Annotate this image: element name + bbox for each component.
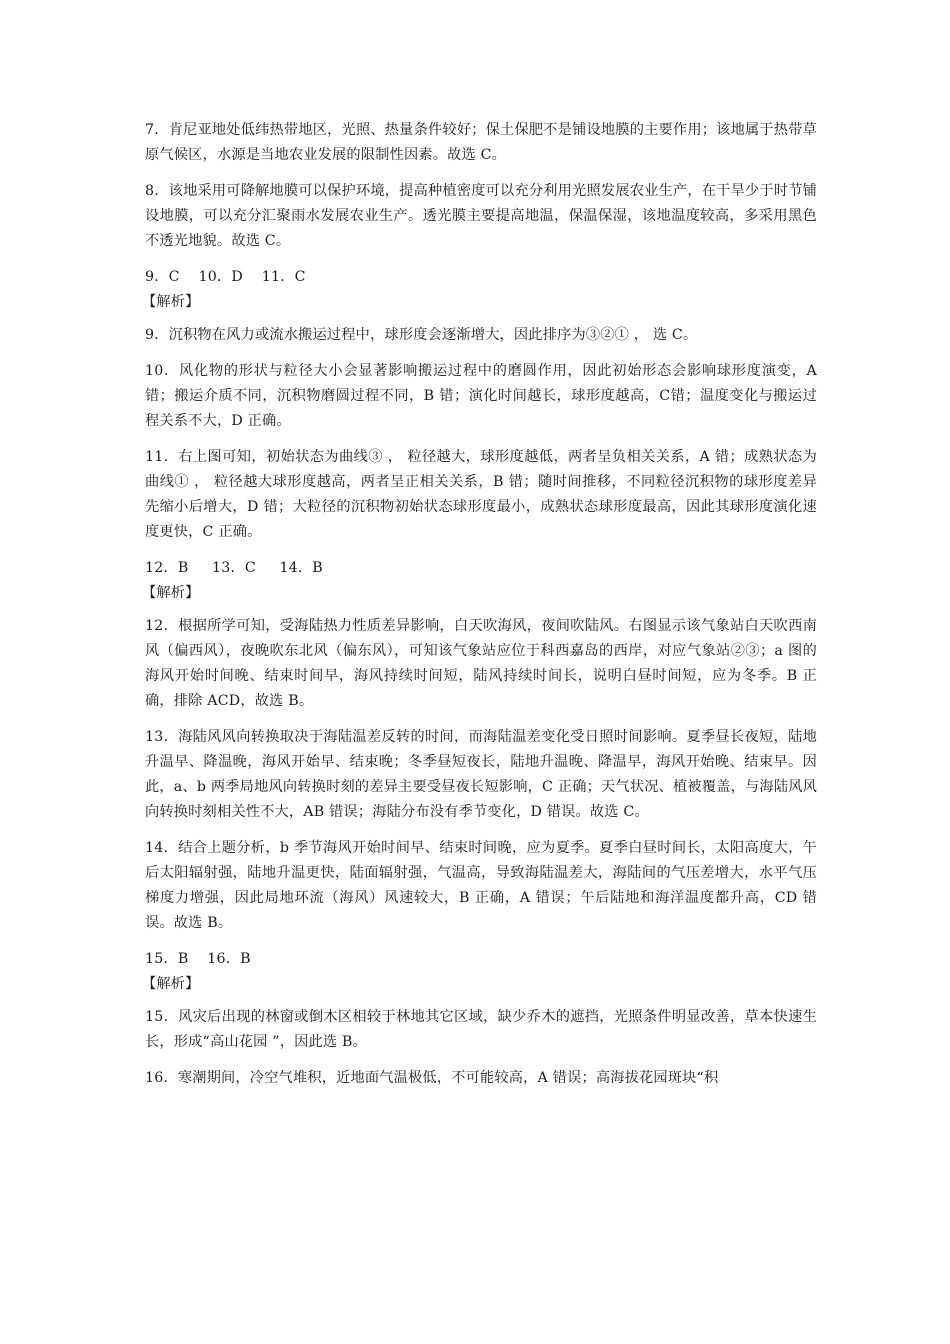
answer-line-12-14: 12．B 13．C 14．B	[145, 560, 323, 576]
explanation-q8: 8．该地采用可降解地膜可以保护环境，提高种植密度可以充分利用光照发展农业生产，在干旱少于时节铺设地膜，可以充分汇聚雨水发展农业生产。透光膜主要提高地温，保温保湿，该地温度较高，多采用黑色不透光地貌。故选 C。	[145, 183, 817, 249]
analysis-label: 【解析】	[142, 294, 200, 310]
explanation-q11: 11．右上图可知，初始状态为曲线③ ， 粒径越大，球形度越低，两者呈负相关关系，A 错；成熟状态为曲线① ， 粒径越大球形度越高，两者呈正相关关系，B 错；随时间推移，不同粒径沉积物的球形度差异先缩小后增大，D 错；大粒径的沉积物初始状态球形度最小，成熟状态球形度最高，因此其球形度演化速度更快，C 正确。	[145, 449, 817, 540]
answer-line-9-11: 9．C 10．D 11．C	[145, 269, 306, 285]
explanation-q9: 9．沉积物在风力或流水搬运过程中，球形度会逐渐增大，因此排序为③②① ， 选 C。	[145, 327, 698, 343]
answer-line-15-16: 15．B 16．B	[145, 951, 251, 967]
explanation-q10: 10．风化物的形状与粒径大小会显著影响搬运过程中的磨圆作用，因此初始形态会影响球形度演变，A 错；搬运介质不同，沉积物磨圆过程不同，B 错；演化时间越长，球形度越高，C错；温度变化与搬运过程关系不大，D 正确。	[145, 363, 817, 429]
explanation-q7: 7．肯尼亚地处低纬热带地区，光照、热量条件较好；保土保肥不是铺设地膜的主要作用；该地属于热带草原气候区，水源是当地农业发展的限制性因素。故选 C。	[145, 122, 817, 163]
explanation-q15: 15．风灾后出现的林窗或倒木区相较于林地其它区域，缺少乔木的遮挡，光照条件明显改善，草本快速生长，形成“高山花园 ”，因此选 B。	[145, 1009, 817, 1050]
explanation-q13: 13．海陆风风向转换取决于海陆温差反转的时间，而海陆温差变化受日照时间影响。夏季昼长夜短，陆地升温早、降温晚，海风开始早、结束晚；冬季昼短夜长，陆地升温晚、降温早，海风开始晚、结束早。因此，a、b 两季局地风向转换时刻的差异主要受昼夜长短影响，C 正确；天气状况、植被覆盖，与海陆风风向转换时刻相关性不大，AB 错误；海陆分布没有季节变化，D 错误。故选 C。	[145, 729, 817, 820]
explanation-q14: 14．结合上题分析，b 季节海风开始时间早、结束时间晚，应为夏季。夏季白昼时间长，太阳高度大，午后太阳辐射强，陆地升温更快，陆面辐射强，气温高，导致海陆温差大，海陆间的气压差增大，水平气压梯度力增强，因此局地环流（海风）风速较大，B 正确，A 错误；午后陆地和海洋温度都升高，CD 错误。故选 B。	[145, 840, 817, 931]
analysis-label: 【解析】	[142, 585, 200, 601]
analysis-label: 【解析】	[142, 976, 200, 992]
explanation-q16: 16．寒潮期间，冷空气堆积，近地面气温极低，不可能较高，A 错误；高海拔花园斑块“积	[145, 1070, 719, 1086]
explanation-q12: 12．根据所学可知，受海陆热力性质差异影响，白天吹海风，夜间吹陆风。右图显示该气象站白天吹西南风（偏西风），夜晚吹东北风（偏东风），可知该气象站应位于科西嘉岛的西岸，对应气象站②③；a 图的海风开始时间晚、结束时间早，海风持续时间短，陆风持续时间长，说明白昼时间短，应为冬季。B 正确，排除 ACD，故选 B。	[145, 618, 817, 709]
document-page	[142, 118, 817, 1102]
